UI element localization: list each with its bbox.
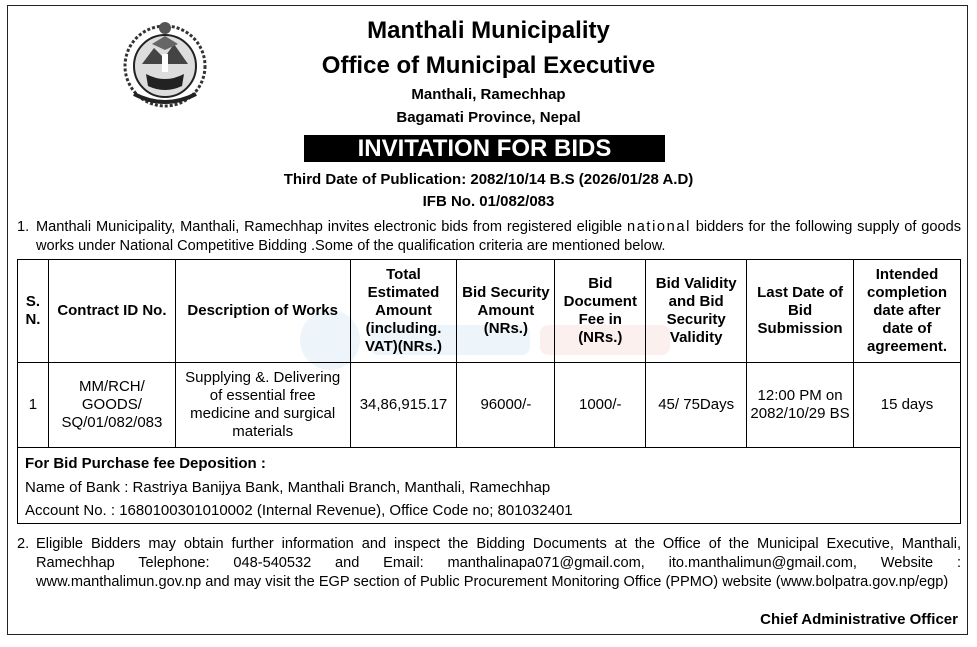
table-cell: 1000/- bbox=[555, 363, 646, 448]
office-name: Office of Municipal Executive bbox=[321, 52, 656, 79]
paragraph-text: Eligible Bidders may obtain further information and inspect the Bidding Documents at the Office of the Municipal Executive, Manthali, Ramechhap Telephone: 048-540532 and Email: manthalinapa071@gmail.com, ito.manthalimun@gmail.com, Website : www.manthalimun.gov.np and may visit the EGP section of Public Procurement Monitoring Office (PPMO) website (www.bolpatra.gov.np/egp) bbox=[36, 536, 961, 590]
fee-title: For Bid Purchase fee Deposition : bbox=[25, 455, 266, 472]
paragraph-2 bbox=[17, 535, 961, 592]
signature-title: Chief Administrative Officer bbox=[760, 611, 958, 628]
column-header: Intended completion date after date of agreement. bbox=[854, 260, 961, 363]
account-number: Account No. : 1680100301010002 (Internal Revenue), Office Code no; 801032401 bbox=[25, 502, 573, 519]
table-cell: 1 bbox=[18, 363, 49, 448]
paragraph-text: Manthali Municipality, Manthali, Ramechhap invites electronic bids from registered eligible bbox=[36, 219, 627, 235]
municipality-name: Manthali Municipality bbox=[367, 17, 610, 44]
column-header: Contract ID No. bbox=[48, 260, 175, 363]
table-row bbox=[18, 363, 961, 448]
paragraph-1 bbox=[17, 218, 961, 256]
column-header: Description of Works bbox=[175, 260, 350, 363]
table-cell: 15 days bbox=[854, 363, 961, 448]
paragraph-text: bidders for the following supply of goods works under National Competitive Bidding .Some of the qualification criteria are mentioned below. bbox=[36, 219, 961, 254]
office-province: Bagamati Province, Nepal bbox=[396, 109, 581, 126]
ifb-number: IFB No. 01/082/083 bbox=[422, 193, 555, 210]
column-header: Bid Validity and Bid Security Validity bbox=[646, 260, 747, 363]
publication-date: Third Date of Publication: 2082/10/14 B.S (2026/01/28 A.D) bbox=[283, 171, 694, 188]
table-cell: 45/ 75Days bbox=[646, 363, 747, 448]
bank-name: Name of Bank : Rastriya Banijya Bank, Manthali Branch, Manthali, Ramechhap bbox=[25, 479, 551, 496]
column-header: Last Date of Bid Submission bbox=[747, 260, 854, 363]
column-header: Total Estimated Amount (including. VAT)(NRs.) bbox=[350, 260, 457, 363]
table-cell: 12:00 PM on 2082/10/29 BS bbox=[747, 363, 854, 448]
table-cell: Supplying &. Delivering of essential free medicine and surgical materials bbox=[175, 363, 350, 448]
document-title-banner: INVITATION FOR BIDS bbox=[304, 135, 665, 162]
paragraph-number: 1. bbox=[17, 219, 30, 235]
bid-fee-section bbox=[17, 447, 961, 524]
table-cell: 34,86,915.17 bbox=[350, 363, 457, 448]
column-header: Bid Security Amount (NRs.) bbox=[457, 260, 555, 363]
office-location: Manthali, Ramechhap bbox=[411, 86, 566, 103]
table-cell: MM/RCH/ GOODS/ SQ/01/082/083 bbox=[48, 363, 175, 448]
table-cell: 96000/- bbox=[457, 363, 555, 448]
table-header-row bbox=[18, 260, 961, 363]
paragraph-text-spaced: national bbox=[626, 219, 691, 235]
paragraph-number: 2. bbox=[17, 536, 30, 552]
bids-table bbox=[17, 259, 961, 448]
column-header: Bid Document Fee in (NRs.) bbox=[555, 260, 646, 363]
column-header: S. N. bbox=[18, 260, 49, 363]
